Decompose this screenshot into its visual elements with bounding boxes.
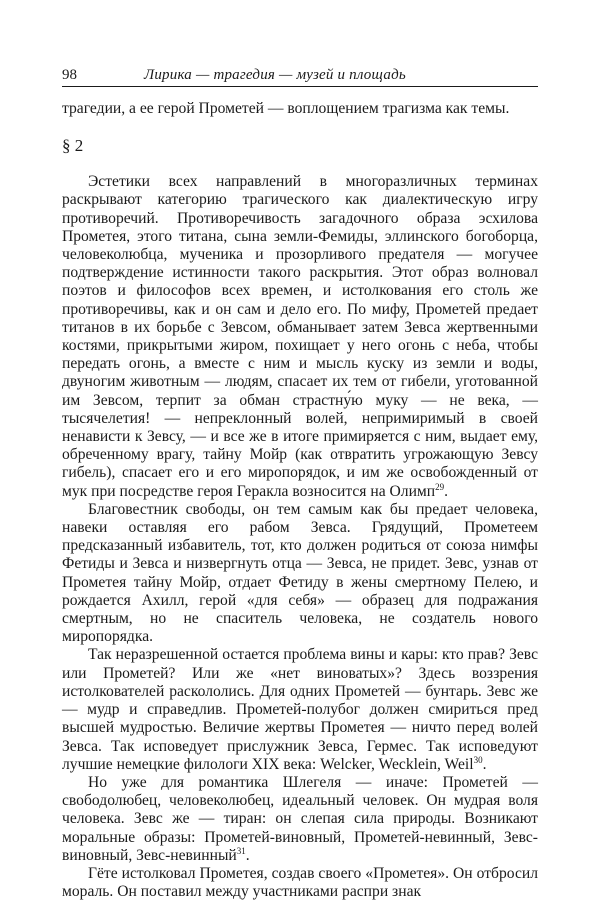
paragraph-1-text: Эстетики всех направлений в многоразличных терминах раскрывают категорию трагического как диалектическую игру противоречий. Противоречивость загадочного образа эсхилова Прометея, этого титана, сына земли-Фемиды, эллинского богоборца, человеколюбца, мученика и прозорливого предателя — могучее подтверждение истинности такого раскрытия. Этот образ волновал поэтов и философов всех времен, и истолкования его столь же противоречивы, как и он сам и дело его. По мифу, Прометей предает титанов в их борьбе с Зевсом, обманывает затем Зевса жертвенными костями, прикрытыми жиром, похищает у него огонь с неба, чтобы передать огонь, а вместе с ним и мысль куску из земли и воды, двуногим животным — людям, спасает их тем от гибели, уготованной им Зевсом, терпит за обман страстну́ю муку — не века, — тысячелетия! — непреклонный волей, непримиримый в своей ненависти к Зевсу, — и все же в итоге примиряется с ним, выдает ему, обреченному врагу, тайну Мойр (как отвратить угрожающую Зевсу гибель), спасает его и его миропорядок, и им же освобожденный от мук при посредстве героя Геракла возносится на Олимп: [62, 173, 538, 500]
header-rule: [62, 86, 538, 87]
footnote-ref-30: 30: [473, 754, 483, 765]
paragraph-3-text: Так неразрешенной остается проблема вины и кары: кто прав? Зевс или Прометей? Или же «нет виноватых»? Здесь воззрения истолкователей раскололись. Для одних Прометей — бунтарь. Зевс же — мудр и справедлив. Прометей-полубог должен смириться пред высшей мудростью. Величие жертвы Прометея — ничто перед волей Зевса. Так исповедует прислужник Зевса, Гермес. Так исповедуют лучшие немецкие филологи XIX века: Welcker, Wecklein, Weil: [62, 646, 538, 773]
paragraph-2: Благовестник свободы, он тем самым как бы предает человека, навеки оставляя его рабом Зевса. Грядущий, Прометеем предсказанный избавитель, тот, кто должен родиться от союза нимфы Фетиды и Зевса и низвергнуть отца — Зевса, не придет. Зевс, узнав от Прометея тайну Мойр, отдает Фетиду в жены смертному Пелею, и рождается Ахилл, герой «для себя» — образец для подражания смертным, но не спаситель человека, не создатель нового миропорядка.: [62, 500, 538, 646]
section-heading: § 2: [62, 136, 84, 156]
page-number: 98: [62, 67, 77, 83]
page-body: [62, 100, 538, 901]
footnote-ref-29: 29: [435, 481, 445, 492]
paragraph-4-text: Но уже для романтика Шлегеля — иначе: Прометей — свободолюбец, человеколюбец, идеальный человек. Он мудрая воля человека. Зевс же — тиран: он слепая сила природы. Возникают моральные образы: Прометей-виновный, Прометей-невинный, Зевс-виновный, Зевс-невинный: [62, 773, 538, 864]
running-title: Лирика — трагедия — музей и площадь: [144, 67, 406, 83]
intro-paragraph: трагедии, а ее герой Прометей — воплощением трагизма как темы.: [62, 100, 510, 117]
paragraph-4: Но уже для романтика Шлегеля — иначе: Прометей — свободолюбец, человеколюбец, идеальный человек. Он мудрая воля человека. Зевс же — тиран: он слепая сила природы. Возникают моральные образы: Прометей-виновный, Прометей-невинный, Зевс-виновный, Зевс-невинный$^{31}$.: [62, 773, 538, 864]
paragraph-5: Гёте истолковал Прометея, создав своего «Прометея». Он отбросил мораль. Он поставил между участниками распри знак: [62, 864, 538, 901]
paragraph-1: Эстетики всех направлений в многоразличных терминах раскрывают категорию трагического как диалектическую игру противоречий. Противоречивость загадочного образа эсхилова Прометея, этого титана, сына земли-Фемиды, эллинского богоборца, человеколюбца, мученика и прозорливого предателя — могучее подтверждение истинности такого раскрытия. Этот образ волновал поэтов и философов всех времен, и истолкования его столь же противоречивы, как и он сам и дело его. По мифу, Прометей предает титанов в их борьбе с Зевсом, обманывает затем Зевса жертвенными костями, прикрытыми жиром, похищает у него огонь с неба, чтобы передать огонь, а вместе с ним и мысль куску из земли и воды, двуногим животным — людям, спасает их тем от гибели, уготованной им Зевсом, терпит за обман страстну́ю муку — не века, — тысячелетия! — непреклонный волей, непримиримый в своей ненависти к Зевсу, — и все же в итоге примиряется с ним, выдает ему, обреченному врагу, тайну Мойр (как отвратить угрожающую Зевсу гибель), спасает его и его миропорядок, и им же освобожденный от мук при посредстве героя Геракла возносится на Олимп$^{29}$.: [62, 173, 538, 500]
paragraph-3: Так неразрешенной остается проблема вины и кары: кто прав? Зевс или Прометей? Или же «нет виноватых»? Здесь воззрения истолкователей раскололись. Для одних Прометей — бунтарь. Зевс же — мудр и справедлив. Прометей-полубог должен смириться пред высшей мудростью. Величие жертвы Прометея — ничто перед волей Зевса. Так исповедует прислужник Зевса, Гермес. Так исповедуют лучшие немецкие филологи XIX века: Welcker, Wecklein, Weil$^{30}$.: [62, 646, 538, 773]
footnote-ref-31: 31: [236, 845, 246, 856]
